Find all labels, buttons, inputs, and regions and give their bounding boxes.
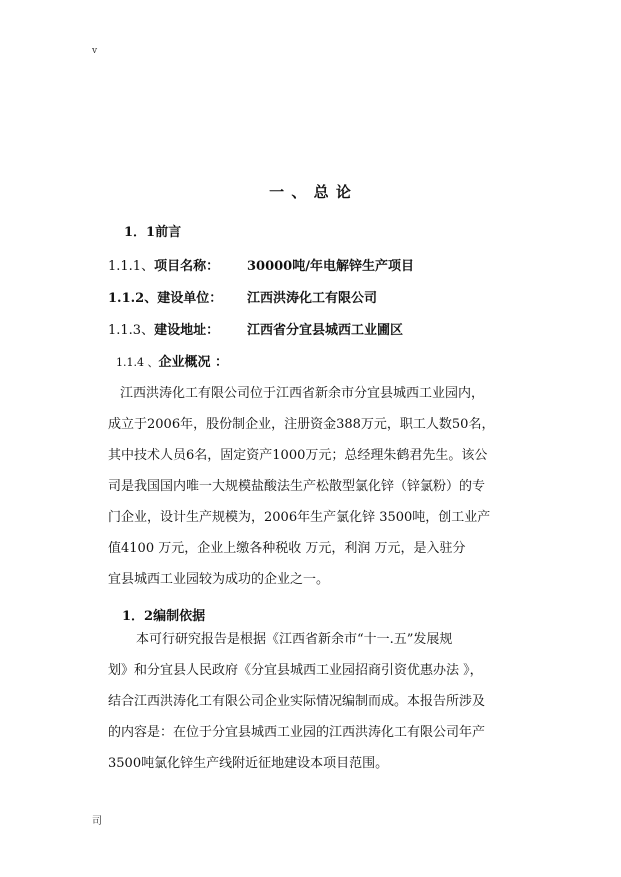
page-footer-mark: 司 [92,816,102,827]
item-row-overview [116,351,596,370]
item-number: 1.1.3、 [108,323,155,338]
item-value: 江西洪涛化工有限公司 [247,291,378,306]
item-value: 江西省分宜县城西工业圃区 [247,323,404,338]
paragraph-line: 划》和分宜县人民政府《分宜县城西工业园招商引资优惠办法 》， [108,663,483,678]
item-row-address [108,319,588,338]
paragraph-line: 宜县城西工业园较为成功的企业之一。 [108,572,330,587]
paragraph-line: 成立于2006年，股份制企业，注册资金388万元，职工人数50名， [108,417,495,432]
paragraph-line: 值4100 万元，企业上缴各种税收 万元，利润 万元，是入驻分 [108,541,466,556]
paragraph-line: 本可行研究报告是根据《江西省新余市“十一.五”发展规 [136,632,453,647]
item-number: 1.1.1、 [108,259,155,274]
paragraph-line: 其中技术人员6名，固定资产1000万元；总经理朱鹤君先生。该公 [108,448,488,463]
item-value: 30000吨/年电解锌生产项目 [247,259,414,274]
basis-paragraph [108,624,485,779]
paragraph-line: 结合江西洪涛化工有限公司企业实际情况编制而成。本报告所涉及 [108,694,486,709]
item-number: 1.1.4 、 [116,356,159,369]
section-heading-1-2: 1．2编制依据 [122,609,206,624]
item-label: 建设地址： [154,323,220,338]
paragraph-line: 的内容是：在位于分宜县城西工业园的江西洪涛化工有限公司年产 [108,725,486,740]
paragraph-line: 司是我国国内唯一大规模盐酸法生产松散型氯化锌（锌氯粉）的专 [108,479,486,494]
item-row-builder [108,287,588,306]
item-label: 项目名称： [154,259,220,274]
section-heading-1-1: 1．1前言 [124,225,182,240]
item-number: 1.1.2、 [108,291,158,306]
paragraph-line: 江西洪涛化工有限公司位于江西省新余市分宜县城西工业园内， [120,386,485,401]
paragraph-line: 门企业，设计生产规模为，2006年生产氯化锌 3500吨，创工业产 [108,510,491,525]
page-corner-mark: v [92,46,98,56]
item-label: 企业概况 ： [158,355,229,370]
chapter-title: 一 、 总 论 [269,183,352,201]
item-row-project-name [108,255,588,274]
paragraph-line: 3500吨氯化锌生产线附近征地建设本项目范围。 [108,756,389,771]
item-label: 建设单位： [157,291,223,306]
overview-paragraph [108,378,494,595]
